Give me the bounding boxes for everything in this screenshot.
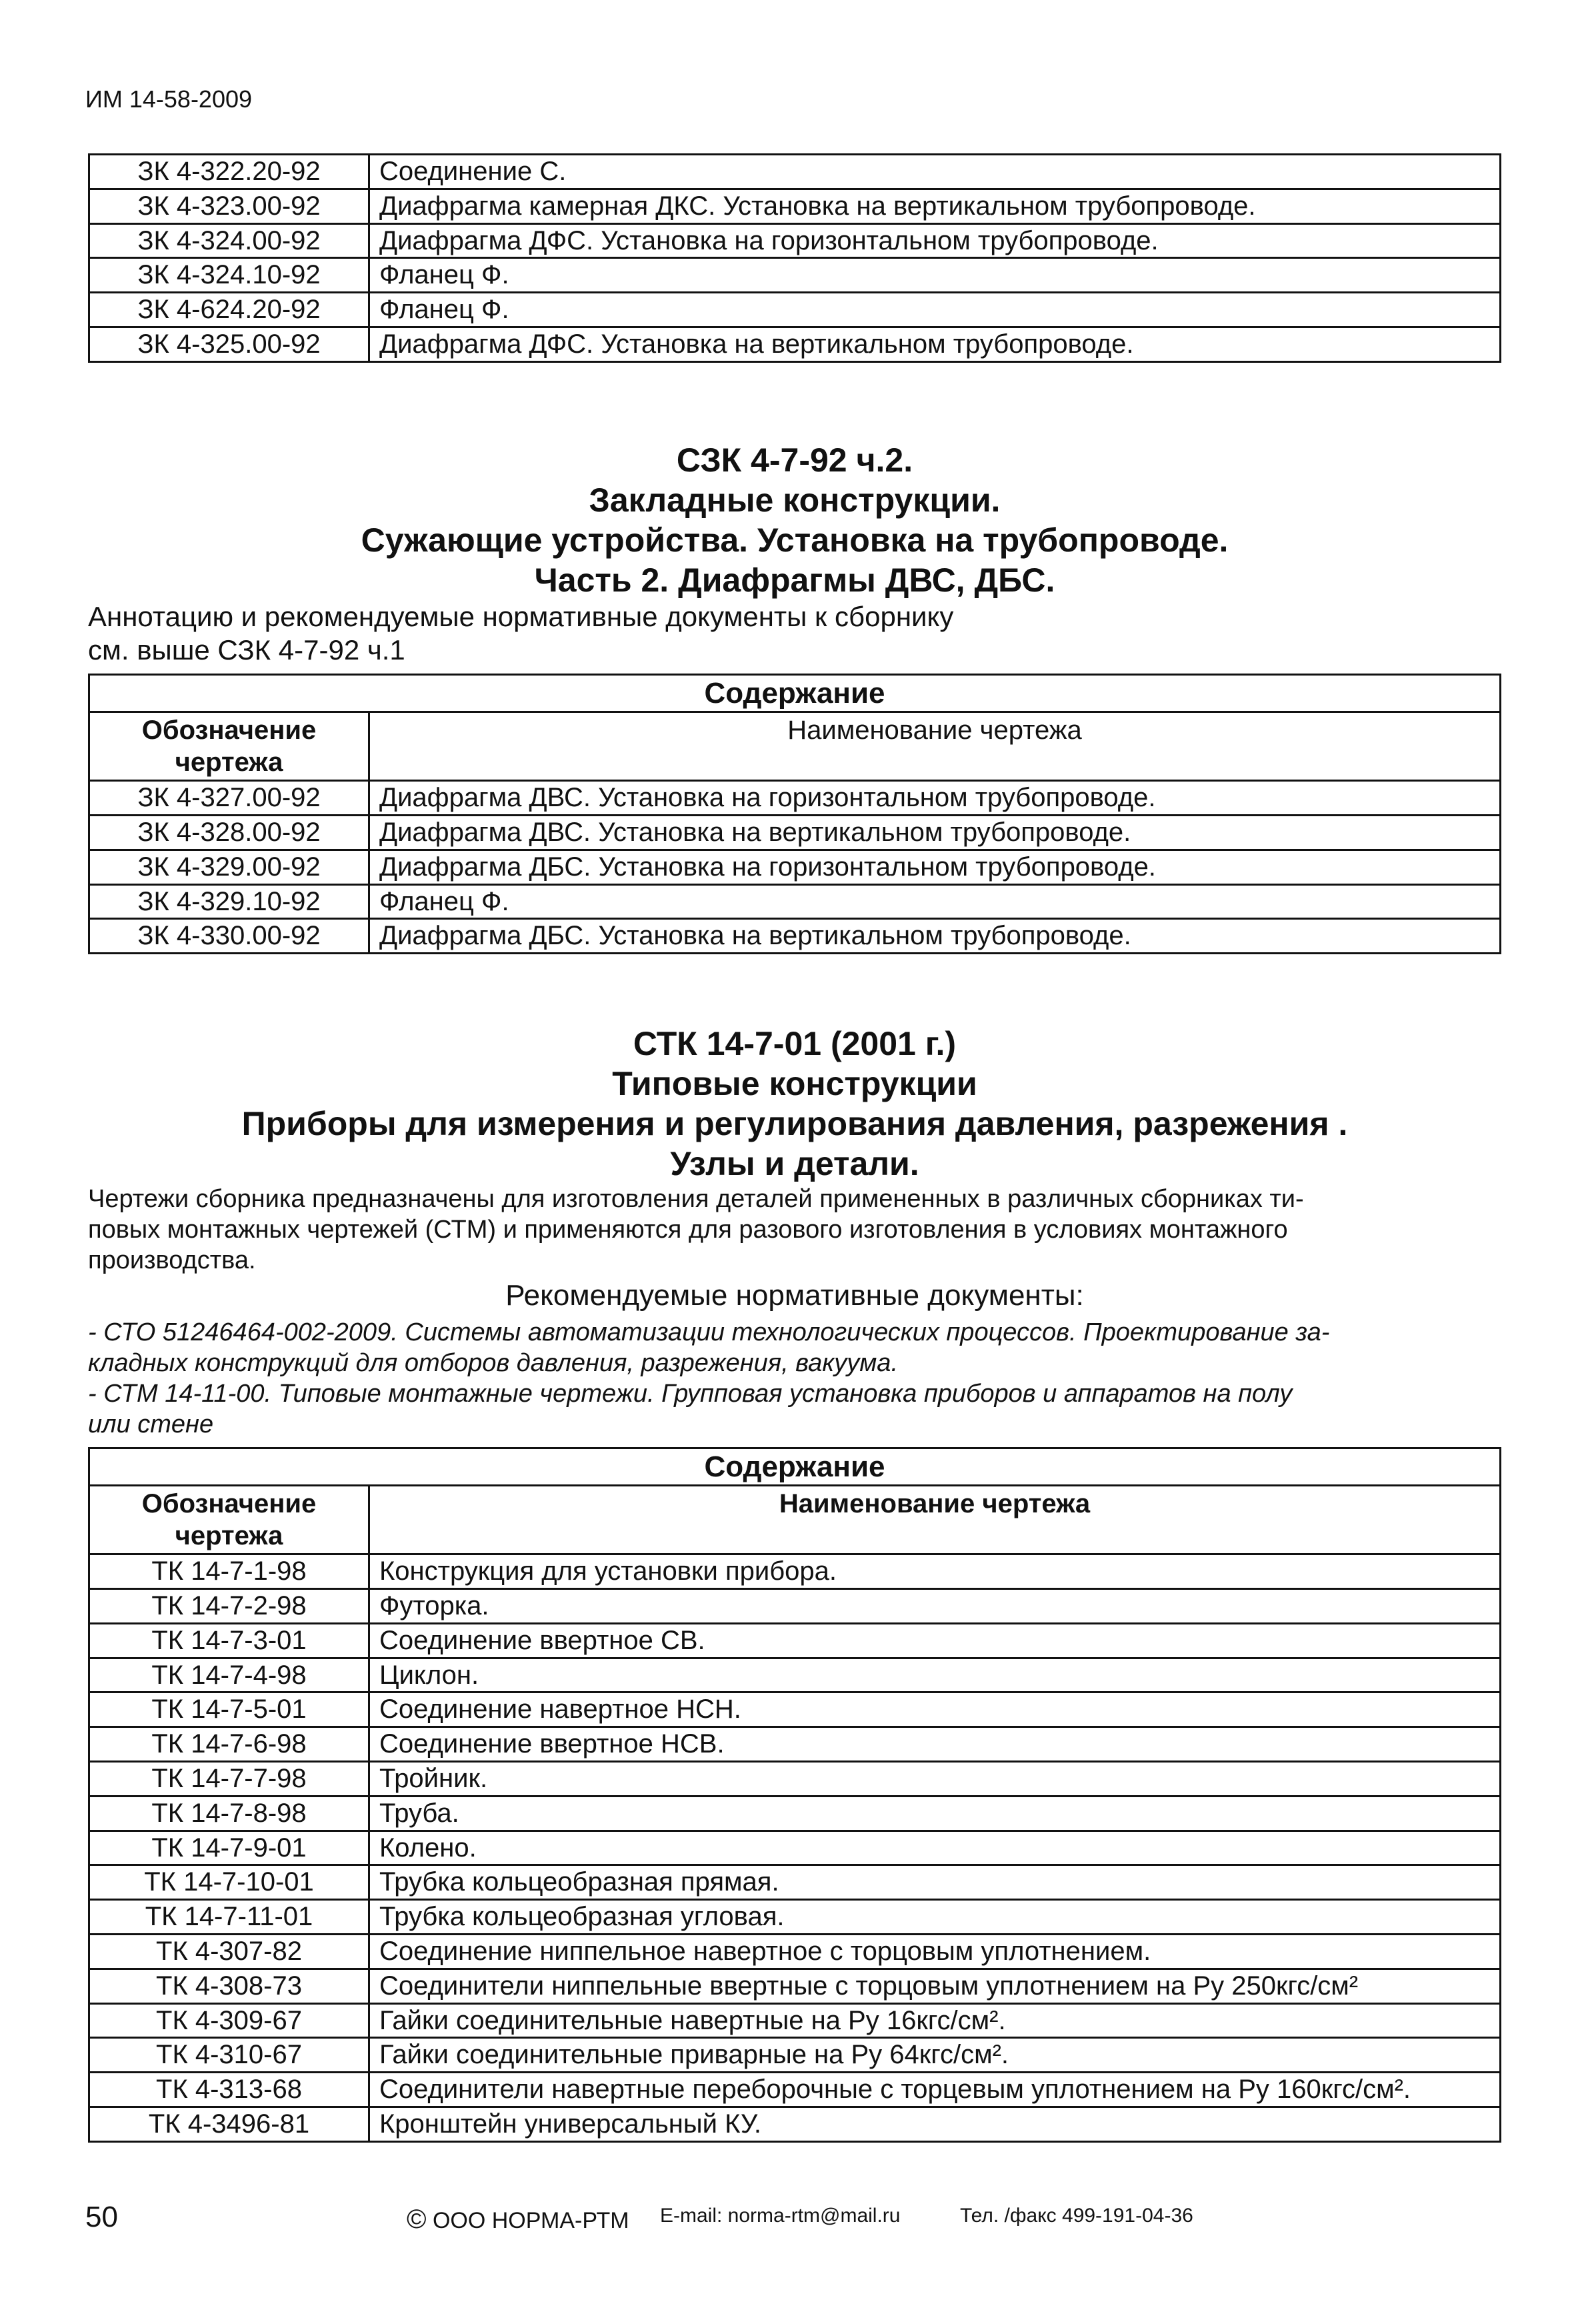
recommended-heading: Рекомендуемые нормативные документы: <box>505 1279 1084 1312</box>
drawing-code: ЗК 4-329.10-92 <box>89 884 369 919</box>
drawing-name: Диафрагма ДФС. Установка на вертикальном трубопроводе. <box>369 327 1501 361</box>
doc-line: - СТО 51246464-002-2009. Системы автоматизации технологических процессов. Проектирование за- <box>88 1318 1330 1346</box>
section-title-line: Закладные конструкции. <box>589 481 1001 519</box>
drawing-name: Тройник. <box>369 1762 1501 1797</box>
intro-text <box>88 1184 1488 1276</box>
section-title <box>88 1024 1501 1184</box>
intro-line: повых монтажных чертежей (СТМ) и применяются для разового изготовления в условиях монтажного <box>88 1216 1288 1244</box>
drawing-name: Диафрагма камерная ДКС. Установка на вертикальном трубопроводе. <box>369 189 1501 223</box>
annotation-line: см. выше СЗК 4-7-92 ч.1 <box>88 634 405 666</box>
drawing-name: Фланец Ф. <box>369 884 1501 919</box>
drawing-code: ТК 14-7-9-01 <box>89 1831 369 1865</box>
drawing-code: ТК 4-310-67 <box>89 2038 369 2073</box>
table-row <box>89 850 1501 884</box>
drawing-name: Трубка кольцеобразная прямая. <box>369 1865 1501 1900</box>
table-row <box>89 1623 1501 1658</box>
drawing-code: ЗК 4-329.00-92 <box>89 850 369 884</box>
drawing-name: Футорка. <box>369 1589 1501 1624</box>
drawing-code: ТК 4-307-82 <box>89 1935 369 1969</box>
drawing-name: Гайки соединительные навертные на Ру 16кгс/см². <box>369 2003 1501 2038</box>
drawing-name: Фланец Ф. <box>369 258 1501 293</box>
drawing-name: Кронштейн универсальный КУ. <box>369 2107 1501 2142</box>
annotation-line: Аннотацию и рекомендуемые нормативные документы к сборнику <box>88 601 954 632</box>
drawing-code: ТК 14-7-2-98 <box>89 1589 369 1624</box>
copyright-icon: © <box>407 2205 427 2234</box>
intro-line: Чертежи сборника предназначены для изготовления деталей примененных в различных сборниках ти- <box>88 1185 1304 1213</box>
drawing-name: Труба. <box>369 1796 1501 1831</box>
drawing-code: ЗК 4-330.00-92 <box>89 919 369 954</box>
section-title-line: СЗК 4-7-92 ч.2. <box>676 441 913 479</box>
copyright <box>407 2205 629 2235</box>
section-title-line: СТК 14-7-01 (2001 г.) <box>633 1025 957 1062</box>
table-row <box>89 919 1501 954</box>
table-caption: Содержание <box>89 1448 1501 1486</box>
contact-email: E-mail: norma-rtm@mail.ru <box>660 2205 901 2227</box>
drawing-code: ЗК 4-328.00-92 <box>89 816 369 850</box>
drawing-code: ТК 14-7-1-98 <box>89 1554 369 1589</box>
column-header-code: Обозначение чертежа <box>89 1486 369 1554</box>
copyright-owner: ООО НОРМА-РТМ <box>432 2208 629 2233</box>
drawing-code: ТК 14-7-5-01 <box>89 1692 369 1727</box>
drawing-code: ТК 14-7-10-01 <box>89 1865 369 1900</box>
section-title-line: Типовые конструкции <box>612 1065 977 1102</box>
drawing-code: ТК 14-7-6-98 <box>89 1727 369 1762</box>
annotation-text <box>88 600 1488 667</box>
table-caption: Содержание <box>89 675 1501 712</box>
table-row <box>89 816 1501 850</box>
drawing-code: ТК 4-308-73 <box>89 1969 369 2003</box>
drawing-name: Соединение С. <box>369 155 1501 189</box>
doc-line: - СТМ 14-11-00. Типовые монтажные чертежи. Групповая установка приборов и аппаратов на полу <box>88 1380 1293 1408</box>
section-title-line: Приборы для измерения и регулирования давления, разрежения . <box>241 1105 1348 1142</box>
drawing-name: Диафрагма ДВС. Установка на горизонтальном трубопроводе. <box>369 781 1501 816</box>
page-number: 50 <box>85 2201 118 2233</box>
column-header-name: Наименование чертежа <box>369 712 1501 781</box>
drawing-name: Диафрагма ДБС. Установка на горизонтальном трубопроводе. <box>369 850 1501 884</box>
table-row <box>89 258 1501 293</box>
continued-table <box>88 153 1501 363</box>
drawing-code: ЗК 4-323.00-92 <box>89 189 369 223</box>
drawing-code: ТК 14-7-11-01 <box>89 1900 369 1935</box>
table-row <box>89 1969 1501 2003</box>
drawing-code: ТК 14-7-8-98 <box>89 1796 369 1831</box>
column-header-name: Наименование чертежа <box>369 1486 1501 1554</box>
drawing-name: Гайки соединительные приварные на Ру 64кгс/см². <box>369 2038 1501 2073</box>
drawing-code: ЗК 4-324.10-92 <box>89 258 369 293</box>
drawing-code: ТК 14-7-4-98 <box>89 1658 369 1692</box>
drawing-code: ЗК 4-322.20-92 <box>89 155 369 189</box>
table-row <box>89 293 1501 327</box>
table-row <box>89 884 1501 919</box>
table-row <box>89 781 1501 816</box>
drawing-name: Циклон. <box>369 1658 1501 1692</box>
table-row <box>89 189 1501 223</box>
table-row <box>89 1658 1501 1692</box>
table-row <box>89 1692 1501 1727</box>
section-title-line: Сужающие устройства. Установка на трубопроводе. <box>361 521 1229 559</box>
drawing-name: Диафрагма ДВС. Установка на вертикальном трубопроводе. <box>369 816 1501 850</box>
drawing-code: ЗК 4-624.20-92 <box>89 293 369 327</box>
drawing-code: ЗК 4-324.00-92 <box>89 223 369 258</box>
table-row <box>89 2073 1501 2107</box>
document-id: ИМ 14-58-2009 <box>85 85 253 113</box>
drawing-name: Колено. <box>369 1831 1501 1865</box>
drawing-name: Диафрагма ДФС. Установка на горизонтальном трубопроводе. <box>369 223 1501 258</box>
table-row <box>89 1554 1501 1589</box>
section-title <box>88 440 1501 600</box>
table-row <box>89 2038 1501 2073</box>
drawing-name: Соединители навертные переборочные с торцевым уплотнением на Ру 160кгс/см². <box>369 2073 1501 2107</box>
contact-phone: Тел. /факс 499-191-04-36 <box>960 2205 1193 2227</box>
table-row <box>89 155 1501 189</box>
table-row <box>89 2003 1501 2038</box>
table-row <box>89 2107 1501 2142</box>
drawing-name: Фланец Ф. <box>369 293 1501 327</box>
table-row <box>89 1865 1501 1900</box>
drawing-code: ЗК 4-325.00-92 <box>89 327 369 361</box>
intro-line: производства. <box>88 1246 256 1274</box>
drawing-name: Соединение навертное НСН. <box>369 1692 1501 1727</box>
drawing-code: ТК 4-313-68 <box>89 2073 369 2107</box>
drawing-name: Соединители ниппельные ввертные с торцовым уплотнением на Ру 250кгс/см² <box>369 1969 1501 2003</box>
drawing-code: ТК 14-7-7-98 <box>89 1762 369 1797</box>
drawing-name: Соединение ввертное СВ. <box>369 1623 1501 1658</box>
doc-line: кладных конструкций для отборов давления, разрежения, вакуума. <box>88 1349 898 1377</box>
table-row <box>89 327 1501 361</box>
drawing-code: ТК 14-7-3-01 <box>89 1623 369 1658</box>
drawing-name: Диафрагма ДБС. Установка на вертикальном трубопроводе. <box>369 919 1501 954</box>
drawing-name: Трубка кольцеобразная угловая. <box>369 1900 1501 1935</box>
drawing-code: ТК 4-3496-81 <box>89 2107 369 2142</box>
section-title-line: Часть 2. Диафрагмы ДВС, ДБС. <box>534 561 1055 599</box>
table-row <box>89 1727 1501 1762</box>
table-row <box>89 1935 1501 1969</box>
table-row <box>89 1796 1501 1831</box>
drawing-code: ЗК 4-327.00-92 <box>89 781 369 816</box>
drawing-name: Соединение ниппельное навертное с торцовым уплотнением. <box>369 1935 1501 1969</box>
contents-table <box>88 674 1501 954</box>
table-row <box>89 223 1501 258</box>
contents-table <box>88 1447 1501 2143</box>
drawing-name: Конструкция для установки прибора. <box>369 1554 1501 1589</box>
table-row <box>89 1831 1501 1865</box>
section-title-line: Узлы и детали. <box>670 1145 919 1182</box>
recommended-docs <box>88 1317 1488 1440</box>
table-row <box>89 1762 1501 1797</box>
table-row <box>89 1589 1501 1624</box>
doc-line: или стене <box>88 1410 214 1438</box>
drawing-name: Соединение ввертное НСВ. <box>369 1727 1501 1762</box>
table-row <box>89 1900 1501 1935</box>
drawing-code: ТК 4-309-67 <box>89 2003 369 2038</box>
column-header-code: Обозначение чертежа <box>89 712 369 781</box>
